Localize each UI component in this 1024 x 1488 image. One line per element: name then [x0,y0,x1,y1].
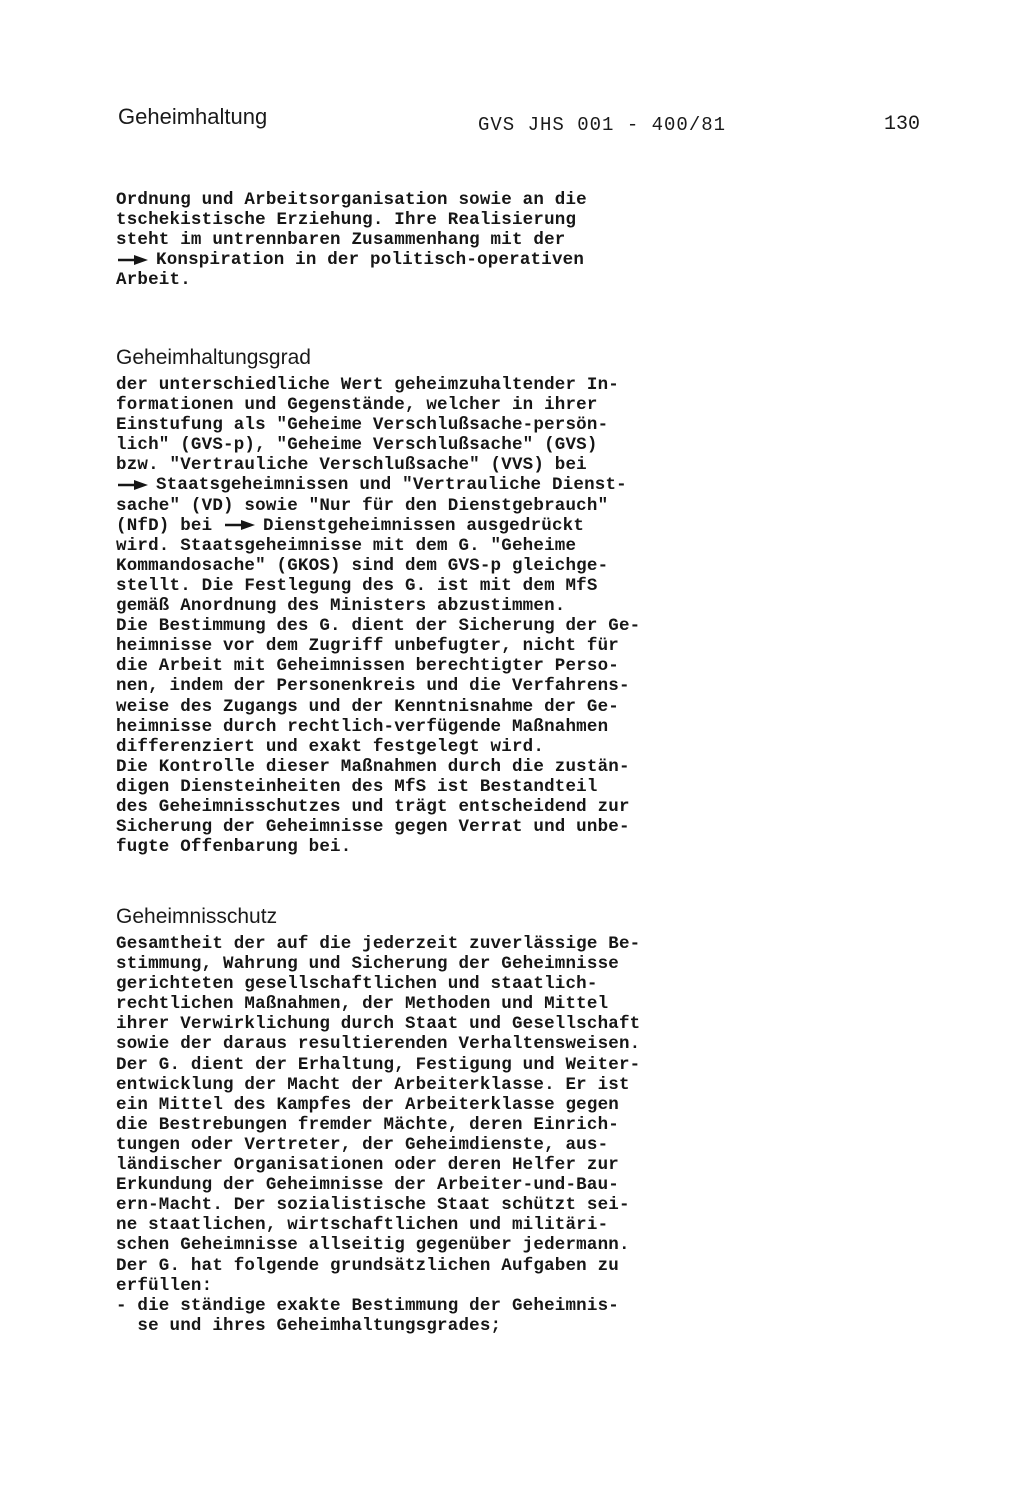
cross-reference-arrow-icon [223,519,257,531]
header-title: Geheimhaltung [118,104,268,129]
text-line [116,455,756,475]
line-text: se und ihres Geheimhaltungsgrades; [116,1315,502,1336]
text-line [116,395,756,415]
text-line [116,1095,756,1115]
line-text: lich" (GVS-p), "Geheime Verschlußsache" (GVS) [116,435,598,456]
line-text: Staatsgeheimnissen und "Vertrauliche Dienst- [156,475,627,496]
line-text: gerichteten gesellschaftlichen und staatlich- [116,974,598,995]
text-line [116,1135,756,1155]
page-number: 130 [884,113,921,136]
line-text: wird. Staatsgeheimnisse mit dem G. "Geheime [116,535,577,556]
text-line [116,1296,756,1316]
line-text: heimnisse durch rechtlich-verfügende Maßnahmen [116,716,609,737]
line-text: heimnisse vor dem Zugriff unbefugter, nicht für [116,636,619,657]
text-line [116,797,756,817]
line-text: sache" (VD) sowie "Nur für den Dienstgebrauch" [116,495,609,516]
line-text: Der G. dient der Erhaltung, Festigung und Weiter- [116,1054,641,1075]
text-line [116,1235,756,1255]
line-text: entwicklung der Macht der Arbeiterklasse. Er ist [116,1074,630,1095]
text-line [116,636,756,656]
text-line [116,536,756,556]
line-text: Die Kontrolle dieser Maßnahmen durch die zustän- [116,756,630,777]
line-text: nen, indem der Personenkreis und die Verfahrens- [116,676,630,697]
section-heading: Geheimnisschutz [116,905,278,928]
section-geheimhaltungsgrad [116,345,756,857]
text-line [116,435,756,455]
section-body [116,934,756,1336]
text-line [116,1256,756,1276]
text-line [116,230,756,250]
text-line [116,375,756,395]
text-line [116,496,756,516]
line-text: rechtlichen Maßnahmen, der Methoden und Mittel [116,994,609,1015]
text-line [116,697,756,717]
text-line [116,1276,756,1296]
line-text: erfüllen: [116,1275,213,1296]
text-line [116,676,756,696]
text-line [116,576,756,596]
text-line [116,1175,756,1195]
text-line [116,656,756,676]
line-text: die Bestrebungen fremder Mächte, deren Einrich- [116,1114,619,1135]
cross-reference-arrow-icon [116,479,150,491]
line-text: formationen und Gegenstände, welcher in ihrer [116,395,598,416]
line-text: ihrer Verwirklichung durch Staat und Gesellschaft [116,1014,641,1035]
line-text: Der G. hat folgende grundsätzlichen Aufgaben zu [116,1255,619,1276]
section-heading: Geheimhaltungsgrad [116,346,311,369]
line-text: Kommandosache" (GKOS) sind dem GVS-p gleichge- [116,555,609,576]
line-text: fugte Offenbarung bei. [116,837,352,858]
text-line [116,250,756,270]
section-geheimnisschutz [116,904,756,1336]
line-text: Erkundung der Geheimnisse der Arbeiter-und-Bau- [116,1175,619,1196]
line-text: ern-Macht. Der sozialistische Staat schützt sei- [116,1195,630,1216]
line-text: steht im untrennbaren Zusammenhang mit der [116,230,566,251]
text-line [116,837,756,857]
line-text: Gesamtheit der auf die jederzeit zuverlässige Be- [116,934,641,954]
line-text: stimmung, Wahrung und Sicherung der Geheimnisse [116,954,619,975]
text-line [116,1014,756,1034]
line-text: digen Diensteinheiten des MfS ist Bestandteil [116,776,598,797]
line-text: gemäß Anordnung des Ministers abzustimmen. [116,596,566,617]
text-line [116,1034,756,1054]
text-line [116,1215,756,1235]
line-text: der unterschiedliche Wert geheimzuhaltender In- [116,375,619,395]
intro-lines [116,190,756,290]
text-line [116,270,756,290]
text-line [116,954,756,974]
text-line [116,475,756,495]
line-text: (NfD) bei [116,515,224,536]
text-line [116,210,756,230]
text-line [116,934,756,954]
text-line [116,974,756,994]
text-line [116,596,756,616]
line-text: des Geheimnisschutzes und trägt entscheidend zur [116,796,630,817]
line-text: sowie der daraus resultierenden Verhaltensweisen. [116,1034,641,1055]
line-text: Dienstgeheimnissen ausgedrückt [263,515,585,536]
cross-reference-arrow-icon [116,254,150,266]
line-text: Einstufung als "Geheime Verschlußsache-persön- [116,415,609,436]
line-text: die Arbeit mit Geheimnissen berechtigter Perso- [116,656,619,677]
line-text: ne staatlichen, wirtschaftlichen und militäri- [116,1215,609,1236]
line-text: schen Geheimnisse allseitig gegenüber jedermann. [116,1235,630,1256]
text-line [116,415,756,435]
line-text: tungen oder Vertreter, der Geheimdienste, aus- [116,1134,609,1155]
text-line [116,1055,756,1075]
section-body [116,375,756,857]
text-line [116,190,756,210]
line-text: Sicherung der Geheimnisse gegen Verrat und unbe- [116,817,630,838]
line-text: differenziert und exakt festgelegt wird. [116,736,545,757]
document-reference: GVS JHS 001 - 400/81 [478,114,727,136]
line-text: Ordnung und Arbeitsorganisation sowie an die [116,190,587,210]
text-line [116,556,756,576]
line-text: stellt. Die Festlegung des G. ist mit dem MfS [116,575,598,596]
text-line [116,817,756,837]
line-text: ein Mittel des Kampfes der Arbeiterklasse gegen [116,1094,619,1115]
intro-paragraph [116,190,756,290]
text-line [116,1316,756,1336]
text-line [116,516,756,536]
text-line [116,1075,756,1095]
text-line [116,777,756,797]
text-line [116,757,756,777]
line-text: ländischer Organisationen oder deren Helfer zur [116,1155,619,1176]
line-text: - die ständige exakte Bestimmung der Geheimnis- [116,1295,619,1316]
line-text: Die Bestimmung des G. dient der Sicherung der Ge- [116,616,641,637]
text-line [116,1115,756,1135]
line-text: tschekistische Erziehung. Ihre Realisierung [116,210,577,231]
line-text: Arbeit. [116,270,191,291]
line-text: bzw. "Vertrauliche Verschlußsache" (VVS) bei [116,455,587,476]
text-line [116,1155,756,1175]
line-text: weise des Zugangs und der Kenntnisnahme der Ge- [116,696,619,717]
text-line [116,1195,756,1215]
text-line [116,616,756,636]
text-line [116,737,756,757]
line-text: Konspiration in der politisch-operativen [156,250,585,271]
text-line [116,994,756,1014]
text-line [116,717,756,737]
